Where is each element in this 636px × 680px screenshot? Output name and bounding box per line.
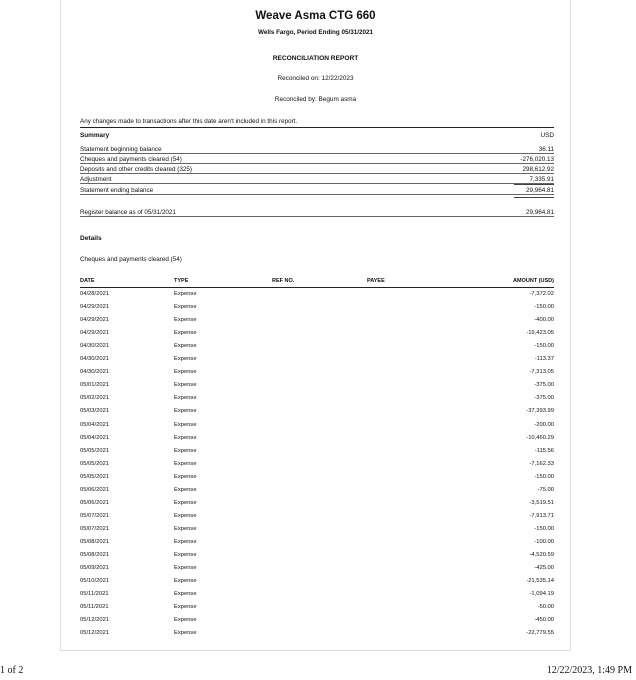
column-header-payee: PAYEE	[367, 278, 385, 284]
cell-amount: -425.00	[534, 565, 554, 572]
summary-label: Adjustment	[80, 176, 112, 183]
cell-date: 05/11/2021	[80, 604, 109, 611]
cell-amount: -150.00	[534, 525, 554, 532]
table-row	[80, 317, 554, 330]
reconciled-by: Reconciled by: Begum asma	[274, 96, 357, 103]
cell-date: 04/30/2021	[80, 343, 110, 350]
cell-type: Expense	[174, 552, 197, 558]
summary-value: 298,612.92	[522, 166, 554, 173]
table-row	[80, 304, 554, 317]
table-row	[80, 617, 554, 630]
table-row	[80, 604, 554, 617]
summary-value: 29,964.81	[525, 187, 554, 194]
cell-type: Expense	[174, 565, 197, 572]
table-row	[80, 408, 554, 421]
report-subtitle: Wells Fargo, Period Ending 05/31/2021	[257, 29, 374, 36]
cell-date: 05/07/2021	[80, 512, 110, 519]
cell-date: 05/06/2021	[80, 499, 110, 506]
summary-value: 7,335.91	[529, 176, 554, 183]
summary-header	[80, 132, 554, 139]
cell-date: 05/09/2021	[80, 565, 110, 572]
table-row	[80, 565, 554, 578]
table-row	[80, 461, 554, 474]
cell-date: 05/04/2021	[80, 421, 110, 428]
column-header-ref: REF NO.	[272, 278, 295, 284]
cell-amount: -200.00	[534, 421, 554, 428]
total-double-underline	[514, 197, 554, 198]
summary-row	[80, 176, 554, 185]
cell-date: 05/12/2021	[80, 617, 110, 624]
cell-amount: -7,913.71	[529, 512, 554, 519]
cell-amount: -115.56	[534, 447, 554, 454]
total-underline	[514, 184, 554, 185]
summary-row	[80, 166, 554, 175]
table-row	[80, 526, 554, 539]
cell-type: Expense	[174, 617, 197, 624]
cell-date: 05/01/2021	[80, 382, 110, 389]
cell-type: Expense	[174, 434, 197, 441]
table-row	[80, 422, 554, 435]
cell-amount: -7,372.02	[529, 291, 554, 297]
reconciled-on: Reconciled on: 12/22/2023	[277, 75, 354, 82]
cell-date: 05/12/2021	[80, 630, 110, 637]
cell-type: Expense	[174, 578, 197, 585]
table-row	[80, 591, 554, 604]
cell-type: Expense	[174, 356, 197, 363]
cell-date: 05/07/2021	[80, 525, 110, 532]
cell-amount: -21,535.14	[526, 578, 554, 585]
cell-date: 05/08/2021	[80, 538, 110, 545]
cell-amount: -19,423.05	[526, 330, 554, 337]
cell-type: Expense	[174, 473, 197, 480]
table-row	[80, 395, 554, 408]
cell-amount: -3,519.51	[529, 499, 554, 506]
table-row	[80, 369, 554, 382]
cell-date: 04/29/2021	[80, 330, 110, 337]
cell-amount: -100.00	[534, 538, 554, 545]
currency-label: USD	[540, 132, 554, 139]
cell-amount: -150.00	[534, 304, 554, 311]
leader-line	[80, 194, 554, 195]
cell-type: Expense	[174, 591, 197, 598]
summary-label: Cheques and payments cleared (54)	[80, 156, 182, 163]
table-row	[80, 330, 554, 343]
report-heading: RECONCILIATION REPORT	[272, 55, 359, 62]
leader-line	[80, 183, 554, 184]
cell-amount: -150.00	[534, 343, 554, 350]
table-row	[80, 578, 554, 591]
cell-amount: -7,313.05	[529, 369, 554, 376]
cell-type: Expense	[174, 604, 197, 611]
cell-type: Expense	[174, 395, 197, 402]
table-row	[80, 552, 554, 565]
register-balance-row	[80, 209, 554, 218]
table-row	[80, 513, 554, 526]
cell-date: 05/02/2021	[80, 395, 110, 402]
cell-amount: -150.00	[534, 473, 554, 480]
table-row	[80, 356, 554, 369]
cell-type: Expense	[174, 382, 197, 389]
cell-amount: -1,094.19	[529, 591, 554, 598]
table-row	[80, 487, 554, 500]
cell-amount: -22,779.55	[526, 630, 554, 637]
table-row	[80, 630, 554, 643]
cell-amount: -375.00	[534, 382, 554, 389]
header-divider	[80, 287, 554, 288]
page-number: 1 of 2	[0, 665, 24, 676]
cell-date: 05/04/2021	[80, 434, 110, 441]
table-row	[80, 343, 554, 356]
cell-amount: -7,162.33	[529, 460, 554, 467]
cell-type: Expense	[174, 538, 197, 545]
report-page	[60, 0, 571, 651]
cell-date: 04/29/2021	[80, 317, 110, 324]
cell-date: 05/08/2021	[80, 552, 110, 558]
table-row	[80, 500, 554, 513]
summary-row	[80, 187, 554, 196]
change-notice: Any changes made to transactions after this date aren't included in this report.	[80, 118, 298, 125]
cell-amount: -50.00	[537, 604, 554, 611]
cell-type: Expense	[174, 369, 197, 376]
cell-type: Expense	[174, 512, 197, 519]
table-row	[80, 448, 554, 461]
cell-type: Expense	[174, 343, 197, 350]
summary-label: Deposits and other credits cleared (325)	[80, 166, 193, 173]
column-header-date: DATE	[80, 278, 95, 284]
cell-amount: -75.00	[537, 486, 554, 493]
cell-amount: -4,520.59	[529, 552, 554, 558]
cell-type: Expense	[174, 421, 197, 428]
cell-type: Expense	[174, 460, 197, 467]
cell-type: Expense	[174, 499, 197, 506]
cell-amount: -450.00	[534, 617, 554, 624]
section-label: Cheques and payments cleared (54)	[80, 256, 182, 263]
cell-type: Expense	[174, 630, 197, 637]
cell-date: 05/11/2021	[80, 591, 109, 598]
print-timestamp: 12/22/2023, 1:49 PM	[546, 665, 632, 676]
cell-date: 05/05/2021	[80, 460, 110, 467]
cell-date: 05/05/2021	[80, 447, 110, 454]
summary-row	[80, 146, 554, 155]
table-row	[80, 291, 554, 304]
column-header-amount: AMOUNT (USD)	[513, 278, 554, 284]
cell-amount: -400.00	[534, 317, 554, 324]
leader-line	[80, 163, 554, 164]
cell-amount: -10,460.29	[526, 434, 554, 441]
details-heading: Details	[80, 235, 102, 242]
cell-amount: -37,393.99	[526, 408, 554, 415]
cell-date: 05/03/2021	[80, 408, 110, 415]
leader-line	[80, 153, 554, 154]
summary-value: 29,964.81	[525, 209, 554, 216]
table-row	[80, 474, 554, 487]
cell-type: Expense	[174, 317, 197, 324]
summary-label: Register balance as of 05/31/2021	[80, 209, 176, 216]
cell-date: 04/30/2021	[80, 369, 110, 376]
cell-type: Expense	[174, 291, 197, 297]
cell-type: Expense	[174, 304, 197, 311]
cell-type: Expense	[174, 330, 197, 337]
summary-value: 36.11	[538, 146, 554, 153]
table-row	[80, 539, 554, 552]
cell-date: 05/06/2021	[80, 486, 110, 493]
cell-date: 04/29/2021	[80, 304, 110, 311]
cell-date: 04/28/2021	[80, 291, 110, 297]
summary-value: -276,020.13	[520, 156, 554, 163]
summary-row	[80, 156, 554, 165]
cell-type: Expense	[174, 525, 197, 532]
column-header-type: TYPE	[174, 278, 189, 284]
table-row	[80, 435, 554, 448]
cell-type: Expense	[174, 408, 197, 415]
cell-type: Expense	[174, 447, 197, 454]
cell-type: Expense	[174, 486, 197, 493]
leader-line	[80, 216, 554, 217]
cell-date: 05/10/2021	[80, 578, 110, 585]
cell-date: 04/30/2021	[80, 356, 110, 363]
summary-label: Statement beginning balance	[80, 146, 162, 153]
table-row	[80, 382, 554, 395]
cell-amount: -113.37	[534, 356, 554, 363]
summary-heading: Summary	[80, 132, 110, 139]
page-title: Weave Asma CTG 660	[255, 10, 376, 22]
cell-amount: -375.00	[534, 395, 554, 402]
leader-line	[80, 173, 554, 174]
summary-label: Statement ending balance	[80, 187, 154, 194]
divider	[80, 127, 554, 128]
cell-date: 05/05/2021	[80, 473, 110, 480]
table-header	[80, 278, 554, 287]
